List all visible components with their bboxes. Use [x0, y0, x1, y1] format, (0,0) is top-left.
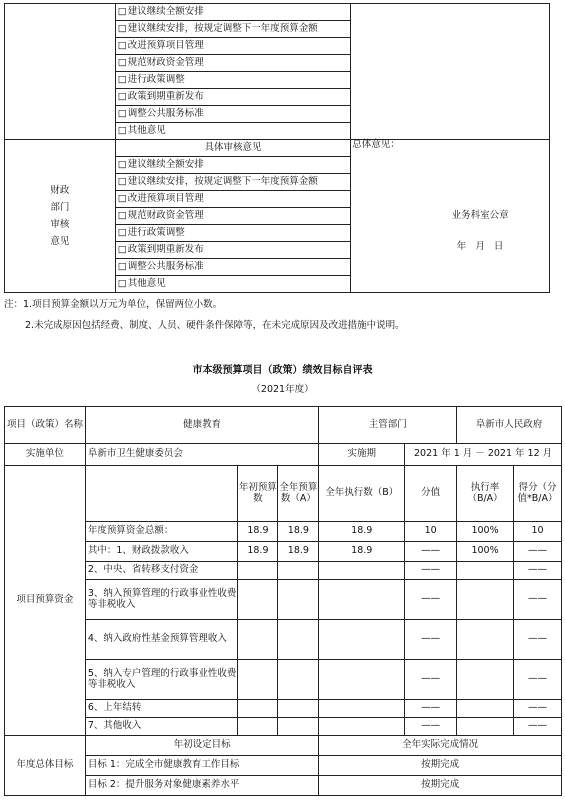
notes [4, 294, 560, 336]
funds-cell [278, 580, 319, 620]
funds-row [5, 718, 562, 736]
review-option-a[interactable]: □ 建议继续全额安排 [115, 4, 350, 21]
funds-row [5, 580, 562, 620]
col-header-annual: 全年预算数（A） [278, 466, 319, 522]
funds-cell [238, 620, 278, 660]
review-option-b[interactable]: □ 建议继续安排，按规定调整下一年度预算金额 [115, 174, 350, 191]
dept-label: 主管部门 [319, 407, 457, 444]
review-option-b[interactable]: □ 政策到期重新发布 [115, 242, 350, 259]
funds-row [5, 542, 562, 562]
funds-cell: —— [514, 660, 562, 700]
options-a-block [5, 4, 550, 140]
form-title: 市本级预算项目（政策）绩效目标自评表 [192, 365, 373, 376]
goal-target: 目标 1：完成全市健康教育工作目标 [85, 756, 319, 776]
funds-cell: —— [405, 660, 457, 700]
review-option-a[interactable]: □ 进行政策调整 [115, 72, 350, 89]
funds-cell: —— [514, 542, 562, 562]
funds-cell: 100% [457, 542, 514, 562]
funds-cell [319, 580, 405, 620]
period-value: 2021 年 1 月 － 2021 年 12 月 [405, 444, 562, 466]
funds-cell [238, 580, 278, 620]
funds-cell [319, 562, 405, 580]
funds-cell: —— [405, 700, 457, 718]
funds-cell: —— [514, 620, 562, 660]
review-option-a[interactable]: □ 改进预算项目管理 [115, 38, 350, 55]
funds-cell [238, 700, 278, 718]
funds-cell: 18.9 [238, 522, 278, 542]
overall-opinion-cell [351, 140, 550, 293]
performance-table [4, 406, 562, 796]
funds-row [5, 660, 562, 700]
note-1: 注：1.项目预算金额以万元为单位，保留两位小数。 [4, 299, 223, 310]
funds-cell [319, 700, 405, 718]
funds-cell [457, 580, 514, 620]
funds-cell: —— [405, 542, 457, 562]
funds-cell: 18.9 [238, 542, 278, 562]
funds-cell: 18.9 [278, 542, 319, 562]
funds-cell: 10 [405, 522, 457, 542]
funds-cell [457, 718, 514, 736]
funds-row-label: 2、中央、省转移支付资金 [85, 562, 238, 580]
project-label: 项目（政策）名称 [5, 407, 86, 444]
review-option-b[interactable]: □ 进行政策调整 [115, 225, 350, 242]
funds-cell: —— [514, 718, 562, 736]
review-option-a[interactable]: □ 政策到期重新发布 [115, 89, 350, 106]
funds-cell [319, 620, 405, 660]
project-name: 健康教育 [85, 407, 319, 444]
funds-row-label: 年度预算资金总额： [85, 522, 238, 542]
funds-row [5, 562, 562, 580]
funds-cell [278, 700, 319, 718]
funds-cell [238, 660, 278, 700]
funds-row [5, 522, 562, 542]
funds-cell: —— [405, 620, 457, 660]
funds-cell [457, 620, 514, 660]
review-option-b[interactable]: □ 调整公共服务标准 [115, 259, 350, 276]
funds-cell [457, 562, 514, 580]
col-header-rate: 执行率（B/A） [457, 466, 514, 522]
specific-opinion-header: 具体审核意见 [115, 140, 350, 157]
funds-cell [278, 620, 319, 660]
finance-review-label: 财政 部门 审核 意见 [5, 140, 116, 293]
funds-cell [457, 700, 514, 718]
funds-cell [278, 562, 319, 580]
funds-cell: —— [514, 580, 562, 620]
funds-row-label: 7、其他收入 [85, 718, 238, 736]
funds-row [5, 620, 562, 660]
review-option-a[interactable]: □ 建议继续安排，按规定调整下一年度预算金额 [115, 21, 350, 38]
funds-cell: —— [514, 700, 562, 718]
funds-cell: 18.9 [278, 522, 319, 542]
funds-cell [319, 660, 405, 700]
review-option-b[interactable]: □ 建议继续全额安排 [115, 157, 350, 174]
col-header-score: 得分（分值*B/A） [514, 466, 562, 522]
goal-result: 按期完成 [319, 756, 562, 776]
blank-left-cell [5, 4, 116, 140]
funds-cell: —— [405, 718, 457, 736]
funds-cell [238, 562, 278, 580]
funds-cell [238, 718, 278, 736]
funds-row-label: 5、纳入专户管理的行政事业性收费等非税收入 [85, 660, 238, 700]
funds-row [5, 700, 562, 718]
funds-label: 项目预算资金 [5, 466, 86, 736]
options-b-block [5, 140, 550, 293]
funds-cell: 100% [457, 522, 514, 542]
note-2: 2.未完成原因包括经费、制度、人员、硬件条件保障等，在未完成原因及改进措施中说明。 [25, 320, 405, 331]
review-option-a[interactable]: □ 其他意见 [115, 123, 350, 140]
col-header-executed: 全年执行数（B） [319, 466, 405, 522]
col-header-initial: 年初预算数 [238, 466, 278, 522]
funds-row-label: 4、纳入政府性基金预算管理收入 [85, 620, 238, 660]
funds-cell: 18.9 [319, 522, 405, 542]
col-header-score-value: 分值 [405, 466, 457, 522]
goal-header-result: 全年实际完成情况 [319, 736, 562, 756]
review-option-b[interactable]: □ 改进预算项目管理 [115, 191, 350, 208]
funds-row-label: 3、纳入预算管理的行政事业性收费等非税收入 [85, 580, 238, 620]
funds-row-label: 其中：1、财政拨款收入 [85, 542, 238, 562]
impl-label: 实施单位 [5, 444, 86, 466]
period-label: 实施期 [319, 444, 405, 466]
impl-name: 阜新市卫生健康委员会 [85, 444, 319, 466]
funds-cell [278, 718, 319, 736]
form-year: （2021年度） [251, 384, 314, 395]
funds-cell [457, 660, 514, 700]
dept-name: 阜新市人民政府 [457, 407, 562, 444]
department-stamp: 业务科室公章 [451, 209, 509, 221]
goal-target: 目标 2：提升服务对象健康素养水平 [85, 776, 319, 796]
funds-cell [278, 660, 319, 700]
funds-cell: —— [514, 562, 562, 580]
review-option-a[interactable]: □ 规范财政资金管理 [115, 55, 350, 72]
review-option-b[interactable]: □ 规范财政资金管理 [115, 208, 350, 225]
review-option-b[interactable]: □ 其他意见 [115, 276, 350, 293]
funds-row-label: 6、上年结转 [85, 700, 238, 718]
funds-cell: 18.9 [319, 542, 405, 562]
funds-cell: —— [405, 562, 457, 580]
blank-right-cell [351, 4, 550, 140]
overall-opinion-header: 总体意见： [352, 139, 400, 150]
funds-cell [319, 718, 405, 736]
funds-cell: —— [405, 580, 457, 620]
funds-cell: 10 [514, 522, 562, 542]
date-line: 年 月 日 [456, 240, 504, 252]
blank-header [85, 466, 238, 522]
goal-header-target: 年初设定目标 [85, 736, 319, 756]
goal-result: 按期完成 [319, 776, 562, 796]
annual-goal-label: 年度总体目标 [5, 736, 86, 796]
review-option-a[interactable]: □ 调整公共服务标准 [115, 106, 350, 123]
review-table [4, 3, 550, 293]
